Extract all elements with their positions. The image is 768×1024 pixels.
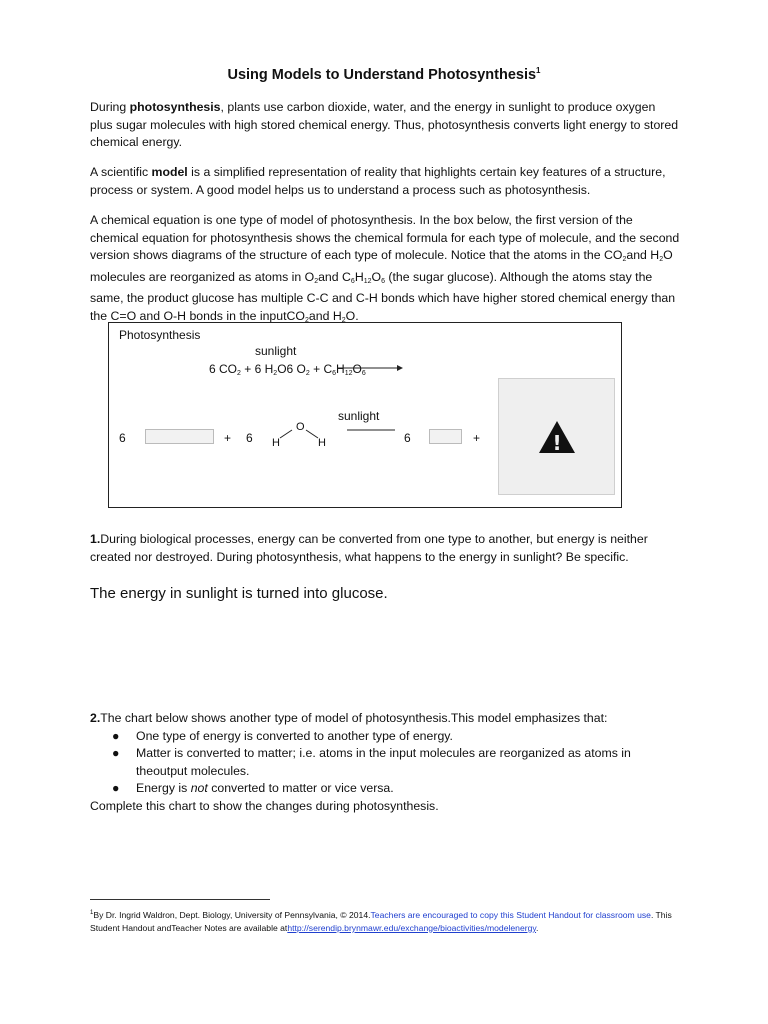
coefficient-co2: 6 <box>119 431 126 445</box>
question-2 <box>90 710 680 816</box>
question-2-instruction: Complete this chart to show the changes during photosynthesis. <box>90 798 439 813</box>
eq-e: H <box>336 362 345 376</box>
warning-mark: ! <box>552 431 562 455</box>
list-item <box>90 728 680 746</box>
p3-s1: 2 <box>622 256 627 264</box>
question-1-number: 1. <box>90 532 101 546</box>
box-label: Photosynthesis <box>119 328 201 342</box>
question-1-text: During biological processes, energy can be converted from one type to another, but energy is neither created nor destroyed. During photosynthesis, what happens to the energy in sunlight? Be specific. <box>90 532 648 564</box>
eq-a-sub: 2 <box>237 370 241 377</box>
sunlight-label-formula: sunlight <box>255 344 297 358</box>
bullet-dot: ● <box>112 781 120 796</box>
p3-s7: 2 <box>304 316 309 324</box>
footnote-number: 1 <box>90 910 94 916</box>
paragraph-photosynthesis <box>90 99 680 152</box>
p2-bold-term: model <box>151 165 188 179</box>
footnote-link[interactable]: http://serendip.brynmawr.edu/exchange/bioactivities/modelenergy <box>287 922 537 933</box>
p1-bold-term: photosynthesis <box>129 100 221 114</box>
p3-s5: 12 <box>363 277 372 285</box>
eq-f: O <box>352 362 362 376</box>
plus-sign-2: + <box>473 431 481 445</box>
list-item <box>90 780 680 798</box>
p3-t9: O. <box>345 308 359 323</box>
water-oxygen: O <box>296 421 305 433</box>
p3-t5: H <box>354 269 364 284</box>
eq-b: + 6 H <box>240 362 274 376</box>
p3-t4: and C <box>318 269 351 284</box>
page-title <box>0 66 768 83</box>
water-hydrogen-2: H <box>318 437 326 449</box>
bullet-3-text-a: Energy is <box>136 781 191 796</box>
p3-s4: 6 <box>350 277 355 285</box>
footnote-availability: . This Student Handout andTeacher Notes are available at <box>90 909 672 933</box>
co2-structure-image <box>145 429 214 444</box>
warning-icon <box>537 419 577 455</box>
p2-text-1: A scientific <box>90 165 152 179</box>
plus-sign-1: + <box>224 431 232 445</box>
p3-t8: and H <box>308 308 342 323</box>
p3-t1: A chemical equation is one type of model of photosynthesis. In the box below, the first version of the chemical equation for photosynthesis shows the chemical formula for each type of molecule, and the second version shows diagrams of the structure of each type of molecule. Notice that the atoms in the CO <box>90 213 680 263</box>
eq-d: + C <box>309 362 333 376</box>
p3-s8: 2 <box>341 316 346 324</box>
footnote-author: By Dr. Ingrid Waldron, Dept. Biology, University of Pennsylvania, © 2014. <box>93 909 371 920</box>
paragraph-chemical-equation <box>90 212 680 330</box>
p3-t6: O <box>371 269 382 284</box>
water-bonds <box>275 427 325 441</box>
answer-1[interactable]: The energy in sunlight is turned into glucose. <box>90 585 388 602</box>
p3-s2: 2 <box>659 256 664 264</box>
paragraph-model <box>90 164 680 199</box>
p3-s3: 2 <box>314 277 319 285</box>
eq-a: 6 CO <box>209 362 238 376</box>
question-2-bullets <box>90 728 680 798</box>
footnote-copy-note: Teachers are encouraged to copy this Student Handout for classroom use <box>370 909 651 920</box>
p3-t3: O molecules are reorganized as atoms in O <box>90 248 673 284</box>
bullet-3-emphasis: not <box>190 781 208 796</box>
p3-t2: and H <box>626 248 660 263</box>
reaction-arrow-formula <box>337 363 407 373</box>
eq-c: O6 O <box>277 362 306 376</box>
bullet-2-text: Matter is converted to matter; i.e. atoms in the input molecules are reorganized as atoms in theoutput molecules. <box>136 746 631 778</box>
bullet-dot: ● <box>112 746 120 761</box>
bullet-1-text: One type of energy is converted to another type of energy. <box>136 728 453 743</box>
p3-s6: 6 <box>381 277 385 285</box>
p1-text-1: During <box>90 100 130 114</box>
sunlight-label-diagram: sunlight <box>338 409 380 423</box>
question-2-text: The chart below shows another type of model of photosynthesis.This model emphasizes that: <box>100 711 608 725</box>
question-1 <box>90 531 680 566</box>
bullet-dot: ● <box>112 728 120 743</box>
eq-d-sub: 6 <box>332 370 337 377</box>
coefficient-h2o: 6 <box>246 431 253 445</box>
eq-b-sub: 2 <box>273 370 278 377</box>
o2-structure-image <box>429 429 462 444</box>
eq-c-sub: 2 <box>305 370 310 377</box>
p3-t7: (the sugar glucose). Although the atoms stay the same, the product glucose has multiple C-C and C-H bonds which have higher stored chemical energy than the C=O and O-H bonds in the inputCO <box>90 269 676 323</box>
photosynthesis-equation-box <box>108 322 622 508</box>
reaction-line-diagram <box>347 427 397 433</box>
list-item <box>90 745 680 780</box>
footnote-ref: 1 <box>536 66 541 75</box>
title-text: Using Models to Understand Photosynthesis <box>227 67 537 83</box>
p1-text-2: , plants use carbon dioxide, water, and the energy in sunlight to produce oxygen plus sugar molecules with high stored chemical energy. Thus, photosynthesis converts light energy to stored chemical energy. <box>90 100 679 150</box>
question-2-number: 2. <box>90 711 101 725</box>
footnote-divider <box>90 899 270 900</box>
water-hydrogen-1: H <box>272 437 280 449</box>
glucose-image-placeholder <box>498 378 615 495</box>
p2-text-2: is a simplified representation of reality that highlights certain key features of a structure, process or system. A good model helps us to understand a process such as photosynthesis. <box>90 165 666 197</box>
footnote-end: . <box>536 922 539 933</box>
bullet-3-text-c: converted to matter or vice versa. <box>207 781 394 796</box>
eq-e-sub: 12 <box>344 370 353 377</box>
coefficient-o2: 6 <box>404 431 411 445</box>
eq-f-sub: 6 <box>361 370 366 377</box>
footnote <box>90 907 680 935</box>
